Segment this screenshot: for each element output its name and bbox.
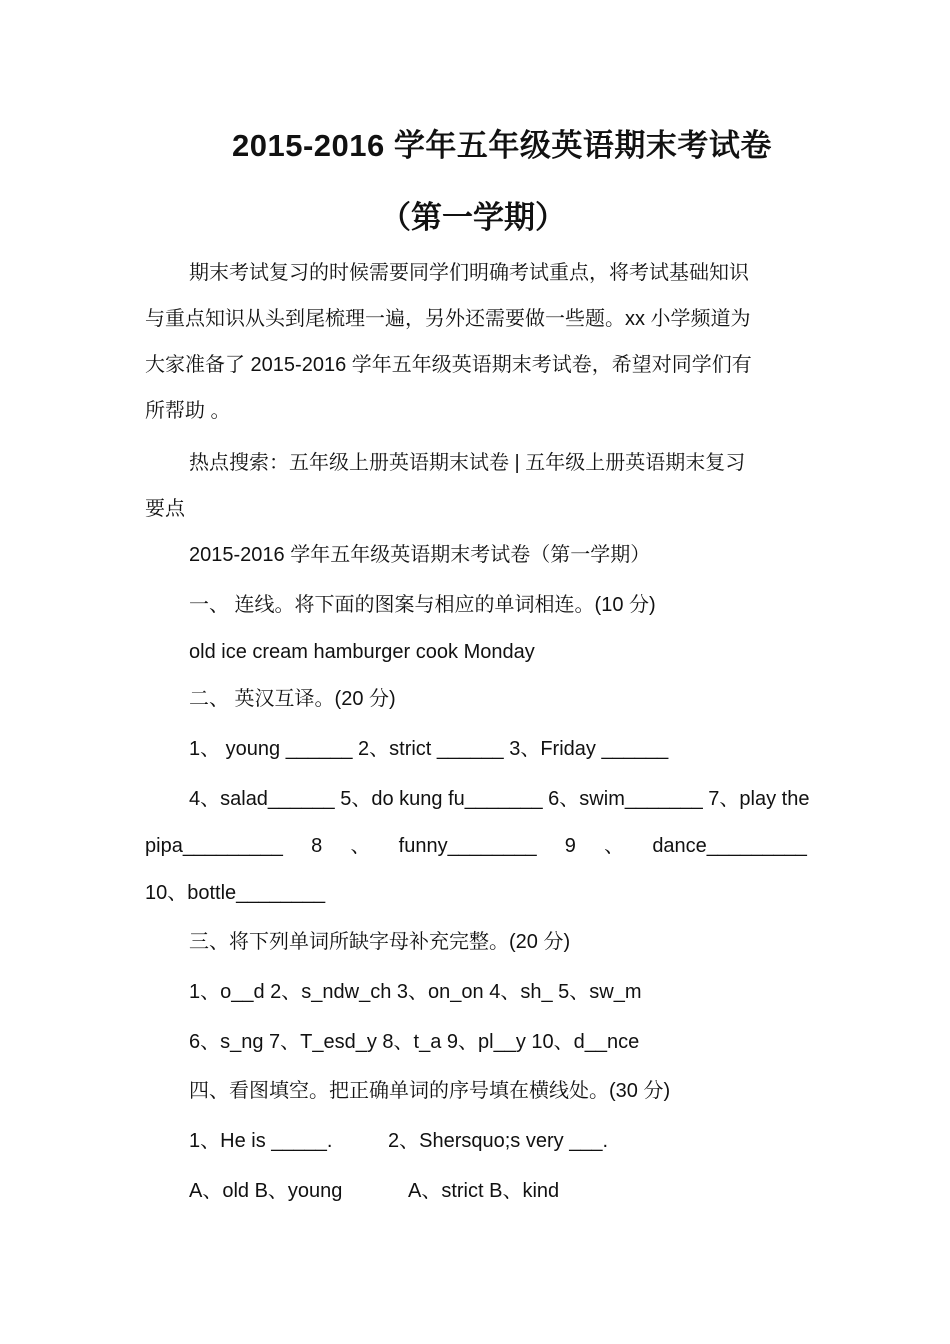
intro-line-1: 期末考试复习的时候需要同学们明确考试重点，将考试基础知识 [189, 262, 749, 284]
section2-row-3-item: 、 [350, 835, 371, 857]
section4-question-2-options: A、strict B、kind [408, 1180, 560, 1202]
intro-line-4: 所帮助 。 [145, 400, 231, 422]
section2-row-3 [145, 832, 807, 860]
section4-question-1-options: A、old B、young [189, 1180, 343, 1202]
document-title: 2015-2016 学年五年级英语期末考试卷 [232, 128, 772, 163]
section2-row-3-item: pipa_________ [145, 835, 283, 857]
section2-row-3-item: dance_________ [652, 835, 807, 857]
section4-question-1: 1、He is _____. [189, 1130, 333, 1152]
section4-question-2: 2、Shersquo;s very ___. [388, 1130, 609, 1152]
section1-words: old ice cream hamburger cook Monday [189, 641, 535, 663]
section2-row-3-item: 8 [311, 835, 323, 857]
hot-search-line-1: 热点搜索：五年级上册英语期末试卷 | 五年级上册英语期末复习 [189, 452, 746, 474]
section2-row-4: 10、bottle________ [145, 882, 326, 904]
section2-row-1: 1、 young ______ 2、strict ______ 3、Friday ______ [189, 738, 669, 760]
section2-row-3-item: 、 [604, 835, 625, 857]
section1-heading: 一、 连线。将下面的图案与相应的单词相连。(10 分) [189, 594, 656, 616]
section3-row-2: 6、s_ng 7、T_esd_y 8、t_a 9、pl__y 10、d__nce [189, 1031, 640, 1053]
section4-heading: 四、看图填空。把正确单词的序号填在横线处。(30 分) [189, 1080, 671, 1102]
exam-heading: 2015-2016 学年五年级英语期末考试卷（第一学期） [189, 544, 651, 566]
section2-row-2: 4、salad______ 5、do kung fu_______ 6、swim_______ 7、play the [189, 788, 810, 810]
section2-row-3-item: 9 [564, 835, 576, 857]
section2-row-3-item: funny________ [398, 835, 537, 857]
section3-row-1: 1、o__d 2、s_ndw_ch 3、on_on 4、sh_ 5、sw_m [189, 981, 642, 1003]
document-subtitle: （第一学期） [380, 200, 566, 235]
hot-search-line-2: 要点 [145, 498, 185, 520]
section3-heading: 三、将下列单词所缺字母补充完整。(20 分) [189, 931, 571, 953]
section2-heading: 二、 英汉互译。(20 分) [189, 688, 396, 710]
intro-line-2: 与重点知识从头到尾梳理一遍，另外还需要做一些题。xx 小学频道为 [145, 308, 751, 330]
intro-line-3: 大家准备了 2015-2016 学年五年级英语期末考试卷，希望对同学们有 [145, 354, 752, 376]
